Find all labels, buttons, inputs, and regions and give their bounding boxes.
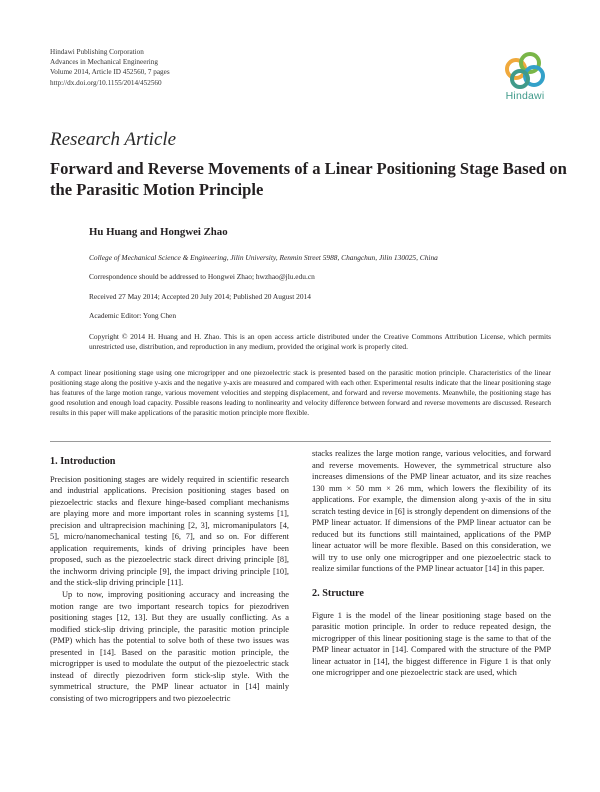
- journal-header: [50, 47, 170, 88]
- copyright-notice: Copyright © 2014 H. Huang and H. Zhao. This is an open access article distributed under the Creative Commons Attribution License, which permits unrestricted use, distribution, and reproduction in any medium, provided the original work is properly cited.: [89, 332, 551, 351]
- section-heading-introduction: 1. Introduction: [50, 456, 116, 467]
- affiliation: College of Mechanical Science & Engineering, Jilin University, Renmin Street 5988, Changchun, Jilin 130025, China: [89, 253, 438, 262]
- publication-dates: Received 27 May 2014; Accepted 20 July 2014; Published 20 August 2014: [89, 292, 311, 301]
- paper-title: Forward and Reverse Movements of a Linear Positioning Stage Based on the Parasitic Motion Principle: [50, 159, 567, 199]
- intro-paragraph-1: Precision positioning stages are widely required in scientific research and industrial applications. Precision positioning stages based on piezoelectric stacks and flexure hinge-based compliant mechanisms are playing more and more important roles in scanning systems [1], precision and ultraprecision machining [2, 3], micromanipulators [4, 5], micro/nanomechanical testing [6, 7], and so on. For different application requirements, kinds of driving principles have been proposed, such as the piezoelectric stack direct driving principle [8], the inchworm driving principle [9], the impact driving principle [10], and the stick-slip driving principle [11].: [50, 474, 289, 588]
- journal-name: Advances in Mechanical Engineering: [50, 58, 158, 67]
- article-type: Research Article: [50, 129, 177, 150]
- intro-paragraph-3: stacks realizes the large motion range, various velocities, and forward and reverse movements. However, the symmetrical structure also increases dimensions of the PMP linear actuator, and its size reaches 130 mm × 50 mm × 26 mm, which lowers the flexibility of its applications. For example, the dimension along y-axis of the in situ scratch testing device in [6] is strongly dependent on dimensions of the PMP linear actuator. If dimensions of the PMP linear actuator can be reduced but its functions still maintained, applications of the PMP linear actuator will be more flexible. Based on this consideration, we will try to use only one microgripper and one piezoelectric stack to realize similar functions of the PMP linear actuator [14] in this paper.: [312, 449, 551, 574]
- right-column: [312, 448, 551, 679]
- correspondence: Correspondence should be addressed to Hongwei Zhao; hwzhao@jlu.edu.cn: [89, 272, 315, 281]
- section-heading-structure: 2. Structure: [312, 588, 364, 600]
- intro-paragraph-2: Up to now, improving positioning accuracy and increasing the motion range are two important research topics for piezodriven positioning stages [12, 13]. But they are usually conflicting. As a modified stick-slip driving principle, the parasitic motion principle (PMP) which has the potential to solve both of these two issues was presented in [14]. Based on the parasitic motion principle, the microgripper is used to modulate the output of the piezoelectric stack instead of directly piezodriven form stick-slip style. With the symmetrical structure, the PMP linear actuator in [14] mainly consisting of two microgrippers and two piezoelectric: [50, 590, 289, 703]
- academic-editor: Academic Editor: Yong Chen: [89, 311, 177, 320]
- publisher-name: Hindawi Publishing Corporation: [50, 48, 144, 56]
- divider: [50, 441, 551, 442]
- abstract: A compact linear positioning stage using one microgripper and one piezoelectric stack is presented based on the parasitic motion principle. Characteristics of the linear positioning stage along the positive y-axis and the negative y-axis are measured and compared with each other. Experimental results indicate that the linear positioning stage has features of the large motion range, various movement velocities and stepping displacement, and forward and reverse movements. Meanwhile, the positioning stage has good resolution and enough load capacity. Possible reasons leading to nonlinearity and velocity difference between forward and reverse movements are discussed. Research results in this paper will make applications of the parasitic motion principle more flexible.: [50, 369, 551, 417]
- left-column: [50, 456, 289, 704]
- hindawi-logo-text: Hindawi: [505, 90, 545, 102]
- authors: Hu Huang and Hongwei Zhao: [89, 226, 228, 238]
- structure-paragraph-1: Figure 1 is the model of the linear positioning stage based on the parasitic motion principle. In order to reduce repeated design, the microgripper of this linear positioning stage is the same to that of the PMP linear actuator in [14]. Compared with the structure of the PMP linear actuator in [14], the biggest difference in Figure 1 is that only one microgripper and one piezoelectric stack are used, which: [312, 610, 551, 678]
- doi-link[interactable]: http://dx.doi.org/10.1155/2014/452560: [50, 78, 162, 87]
- volume-info: Volume 2014, Article ID 452560, 7 pages: [50, 68, 170, 77]
